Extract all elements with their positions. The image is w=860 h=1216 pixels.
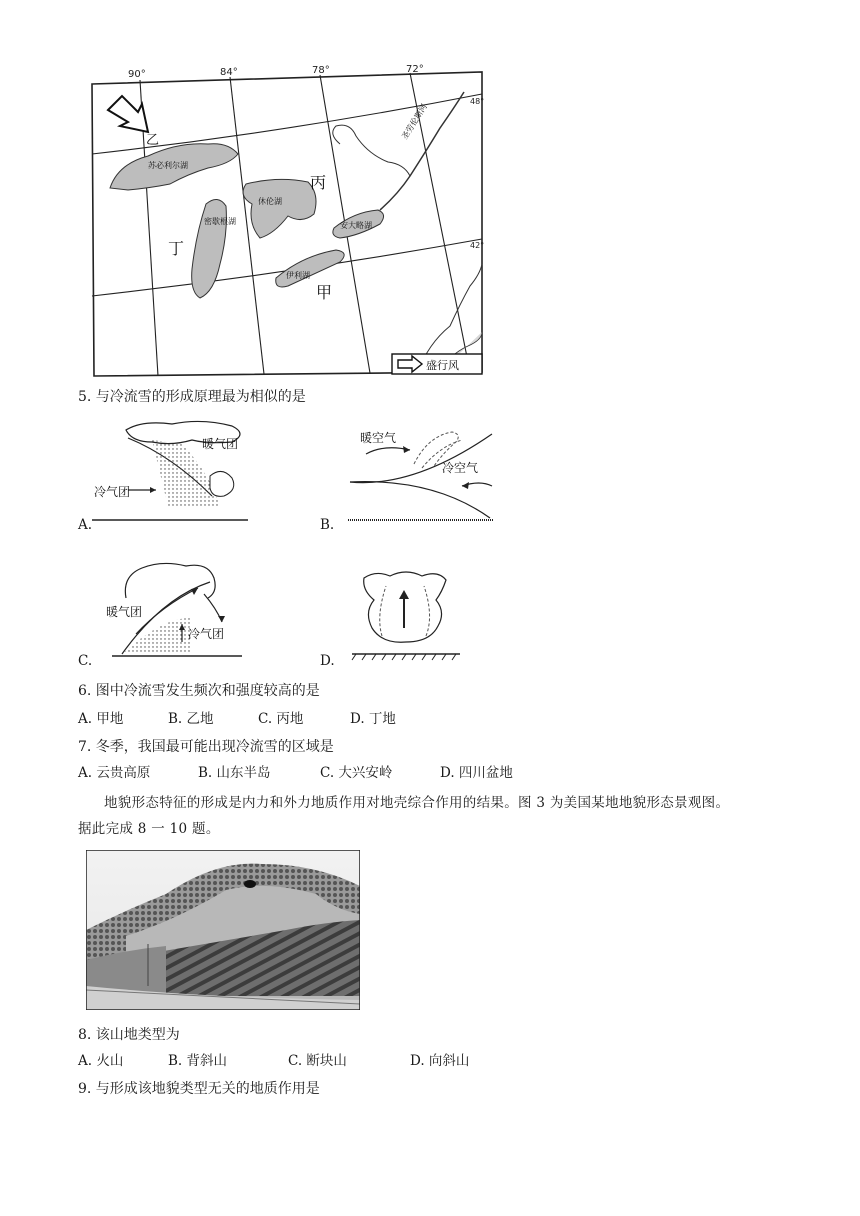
lake-michigan-label: 密歇根湖 [204, 217, 236, 226]
q8-option-d[interactable]: D. 向斜山 [410, 1053, 470, 1069]
diagram-a [92, 416, 252, 526]
great-lakes-map [88, 64, 488, 382]
lake-ontario-label: 安大略湖 [340, 221, 372, 230]
mountain-landscape-photo [86, 850, 360, 1010]
q7-option-b[interactable]: B. 山东半岛 [198, 765, 271, 781]
diagram-a-warm-label: 暖气团 [202, 437, 239, 451]
diagram-b [344, 420, 504, 526]
q8-option-a[interactable]: A. 火山 [78, 1053, 124, 1069]
intro-line-2: 据此完成 8 一 10 题。 [78, 821, 220, 837]
q5-option-a[interactable]: A. [78, 517, 93, 533]
lat-label-48: 48° [470, 97, 485, 106]
q6-option-c[interactable]: C. 丙地 [258, 711, 304, 727]
q5-option-b[interactable]: B. [320, 517, 335, 533]
q6-option-b[interactable]: B. 乙地 [168, 711, 214, 727]
legend [392, 354, 482, 374]
diagram-c [92, 558, 252, 664]
question-9: 9. 与形成该地貌类型无关的地质作用是 [78, 1081, 320, 1097]
intro-line-1: 地貌形态特征的形成是内力和外力地质作用对地壳综合作用的结果。图 3 为美国某地地貌形态景观图。 [104, 795, 730, 811]
diagram-c-cold-label: 冷气团 [188, 627, 225, 641]
diagram-b-warm-label: 暖空气 [360, 431, 397, 445]
q6-option-a[interactable]: A. 甲地 [78, 711, 124, 727]
legend-label: 盛行风 [426, 359, 459, 372]
place-jia: 甲 [316, 283, 333, 302]
lon-label-90: 90° [128, 69, 146, 80]
q7-option-d[interactable]: D. 四川盆地 [440, 765, 513, 781]
lake-huron-label: 休伦湖 [258, 197, 282, 206]
q7-option-c[interactable]: C. 大兴安岭 [320, 765, 393, 781]
question-8: 8. 该山地类型为 [78, 1027, 180, 1043]
q6-option-d[interactable]: D. 丁地 [350, 711, 396, 727]
lake-erie-label: 伊利湖 [286, 271, 310, 280]
lon-label-78: 78° [312, 65, 330, 76]
q8-option-c[interactable]: C. 断块山 [288, 1053, 347, 1069]
lon-label-84: 84° [220, 67, 238, 78]
diagram-c-warm-label: 暖气团 [106, 605, 143, 619]
place-bing: 丙 [310, 173, 327, 192]
river-label: 圣劳伦斯河 [400, 102, 429, 142]
place-yi: 乙 [146, 133, 160, 148]
place-ding: 丁 [168, 239, 185, 258]
lake-superior-label: 苏必利尔湖 [148, 161, 188, 170]
diagram-b-cold-label: 冷空气 [442, 461, 479, 475]
q5-option-c[interactable]: C. [78, 653, 93, 669]
question-5: 5. 与冷流雪的形成原理最为相似的是 [78, 389, 306, 405]
question-7: 7. 冬季，我国最可能出现冷流雪的区域是 [78, 739, 334, 755]
lat-label-42: 42° [470, 241, 485, 250]
diagram-a-cold-label: 冷气团 [94, 485, 131, 499]
q7-option-a[interactable]: A. 云贵高原 [78, 765, 151, 781]
diagram-d [346, 566, 466, 664]
question-6: 6. 图中冷流雪发生频次和强度较高的是 [78, 683, 320, 699]
q8-option-b[interactable]: B. 背斜山 [168, 1053, 228, 1069]
q5-option-d[interactable]: D. [320, 653, 335, 669]
lon-label-72: 72° [406, 64, 424, 75]
